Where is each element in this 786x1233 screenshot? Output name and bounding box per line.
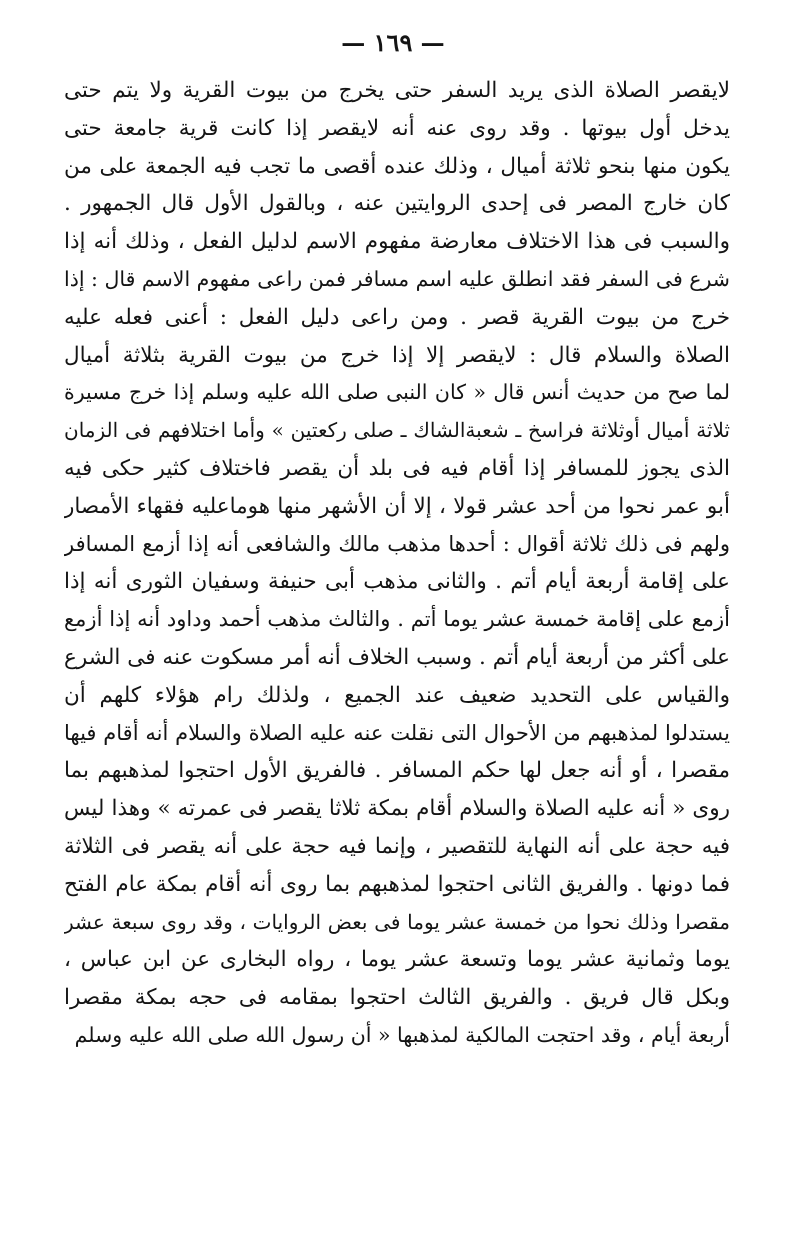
body-text — [64, 72, 730, 1055]
text-line: لما صح من حديث أنس قال « كان النبى صلى الله عليه وسلم إذا خرج مسيرة — [64, 380, 730, 405]
text-line: مقصرا ، أو أنه جعل لها حكم المسافر . فالفريق الأول احتجوا لمذهبهم بما — [64, 758, 730, 784]
text-line: على أكثر من أربعة أيام أتم . وسبب الخلاف أنه أمر مسكوت عنه فى الشرع — [64, 644, 730, 670]
text-line: فيه حجة على أنه النهاية للتقصير ، وإنما فيه حجة على أنه يقصر فى الثلاثة — [64, 833, 730, 859]
text-line: على إقامة أربعة أيام أتم . والثانى مذهب أبى حنيفة وسفيان الثورى أنه إذا — [64, 569, 730, 595]
text-line: والقياس على التحديد ضعيف عند الجميع ، ولذلك رام هؤلاء كلهم أن — [64, 682, 730, 708]
text-line: والسبب فى هذا الاختلاف معارضة مفهوم الاسم لدليل الفعل ، وذلك أنه إذا — [64, 229, 730, 255]
text-line: يستدلوا لمذهبهم من الأحوال التى نقلت عنه عليه الصلاة والسلام أنه أقام فيها — [64, 720, 730, 745]
text-line: أبو عمر نحوا من أحد عشر قولا ، إلا أن الأشهر منها هوماعليه فقهاء الأمصار — [64, 493, 730, 519]
text-line: كان خارج المصر فى إحدى الروايتين عنه ، وبالقول الأول قال الجمهور . — [64, 191, 730, 217]
text-line: خرج من بيوت القرية قصر . ومن راعى دليل الفعل : أعنى فعله عليه — [64, 304, 730, 330]
text-line: الذى يجوز للمسافر إذا أقام فيه فى بلد أن يقصر فاختلاف كثير حكى فيه — [64, 455, 730, 481]
text-line: فما دونها . والفريق الثانى احتجوا لمذهبهم بما روى أنه أقام بمكة عام الفتح — [64, 871, 730, 897]
text-line: يوما وثمانية عشر يوما وتسعة عشر يوما ، رواه البخارى عن ابن عباس ، — [64, 947, 730, 973]
text-line: لايقصر الصلاة الذى يريد السفر حتى يخرج من بيوت القرية ولا يتم حتى — [64, 78, 730, 103]
text-line: روى « أنه عليه الصلاة والسلام أقام بمكة ثلاثا يقصر فى عمرته » وهذا ليس — [64, 796, 730, 822]
text-line: أزمع على إقامة خمسة عشر يوما أتم . والثالث مذهب أحمد وداود أنه إذا أزمع — [64, 607, 730, 632]
text-line: ثلاثة أميال أوثلاثة فراسخ ـ شعبةالشاك ـ صلى ركعتين » وأما اختلافهم فى الزمان — [64, 418, 730, 443]
text-line: شرع فى السفر فقد انطلق عليه اسم مسافر فمن راعى مفهوم الاسم قال : إذا — [64, 266, 730, 291]
page-number: — ١٦٩ — — [341, 28, 445, 57]
text-line: أربعة أيام ، وقد احتجت المالكية لمذهبها « أن رسول الله صلى الله عليه وسلم — [74, 1022, 730, 1047]
text-line: مقصرا وذلك نحوا من خمسة عشر يوما فى بعض الروايات ، وقد روى سبعة عشر — [64, 909, 730, 934]
text-line: ولهم فى ذلك ثلاثة أقوال : أحدها مذهب مالك والشافعى أنه إذا أزمع المسافر — [64, 531, 730, 556]
text-line: يدخل أول بيوتها . وقد روى عنه أنه لايقصر إذا كانت قرية جامعة حتى — [64, 115, 730, 141]
text-line: وبكل قال فريق . والفريق الثالث احتجوا بمقامه فى حجه بمكة مقصرا — [64, 985, 730, 1011]
text-line: الصلاة والسلام قال : لايقصر إلا إذا خرج من بيوت القرية بثلاثة أميال — [64, 342, 730, 368]
text-line: يكون منها بنحو ثلاثة أميال ، وذلك عنده أقصى ما تجب فيه الجمعة على من — [64, 153, 730, 179]
